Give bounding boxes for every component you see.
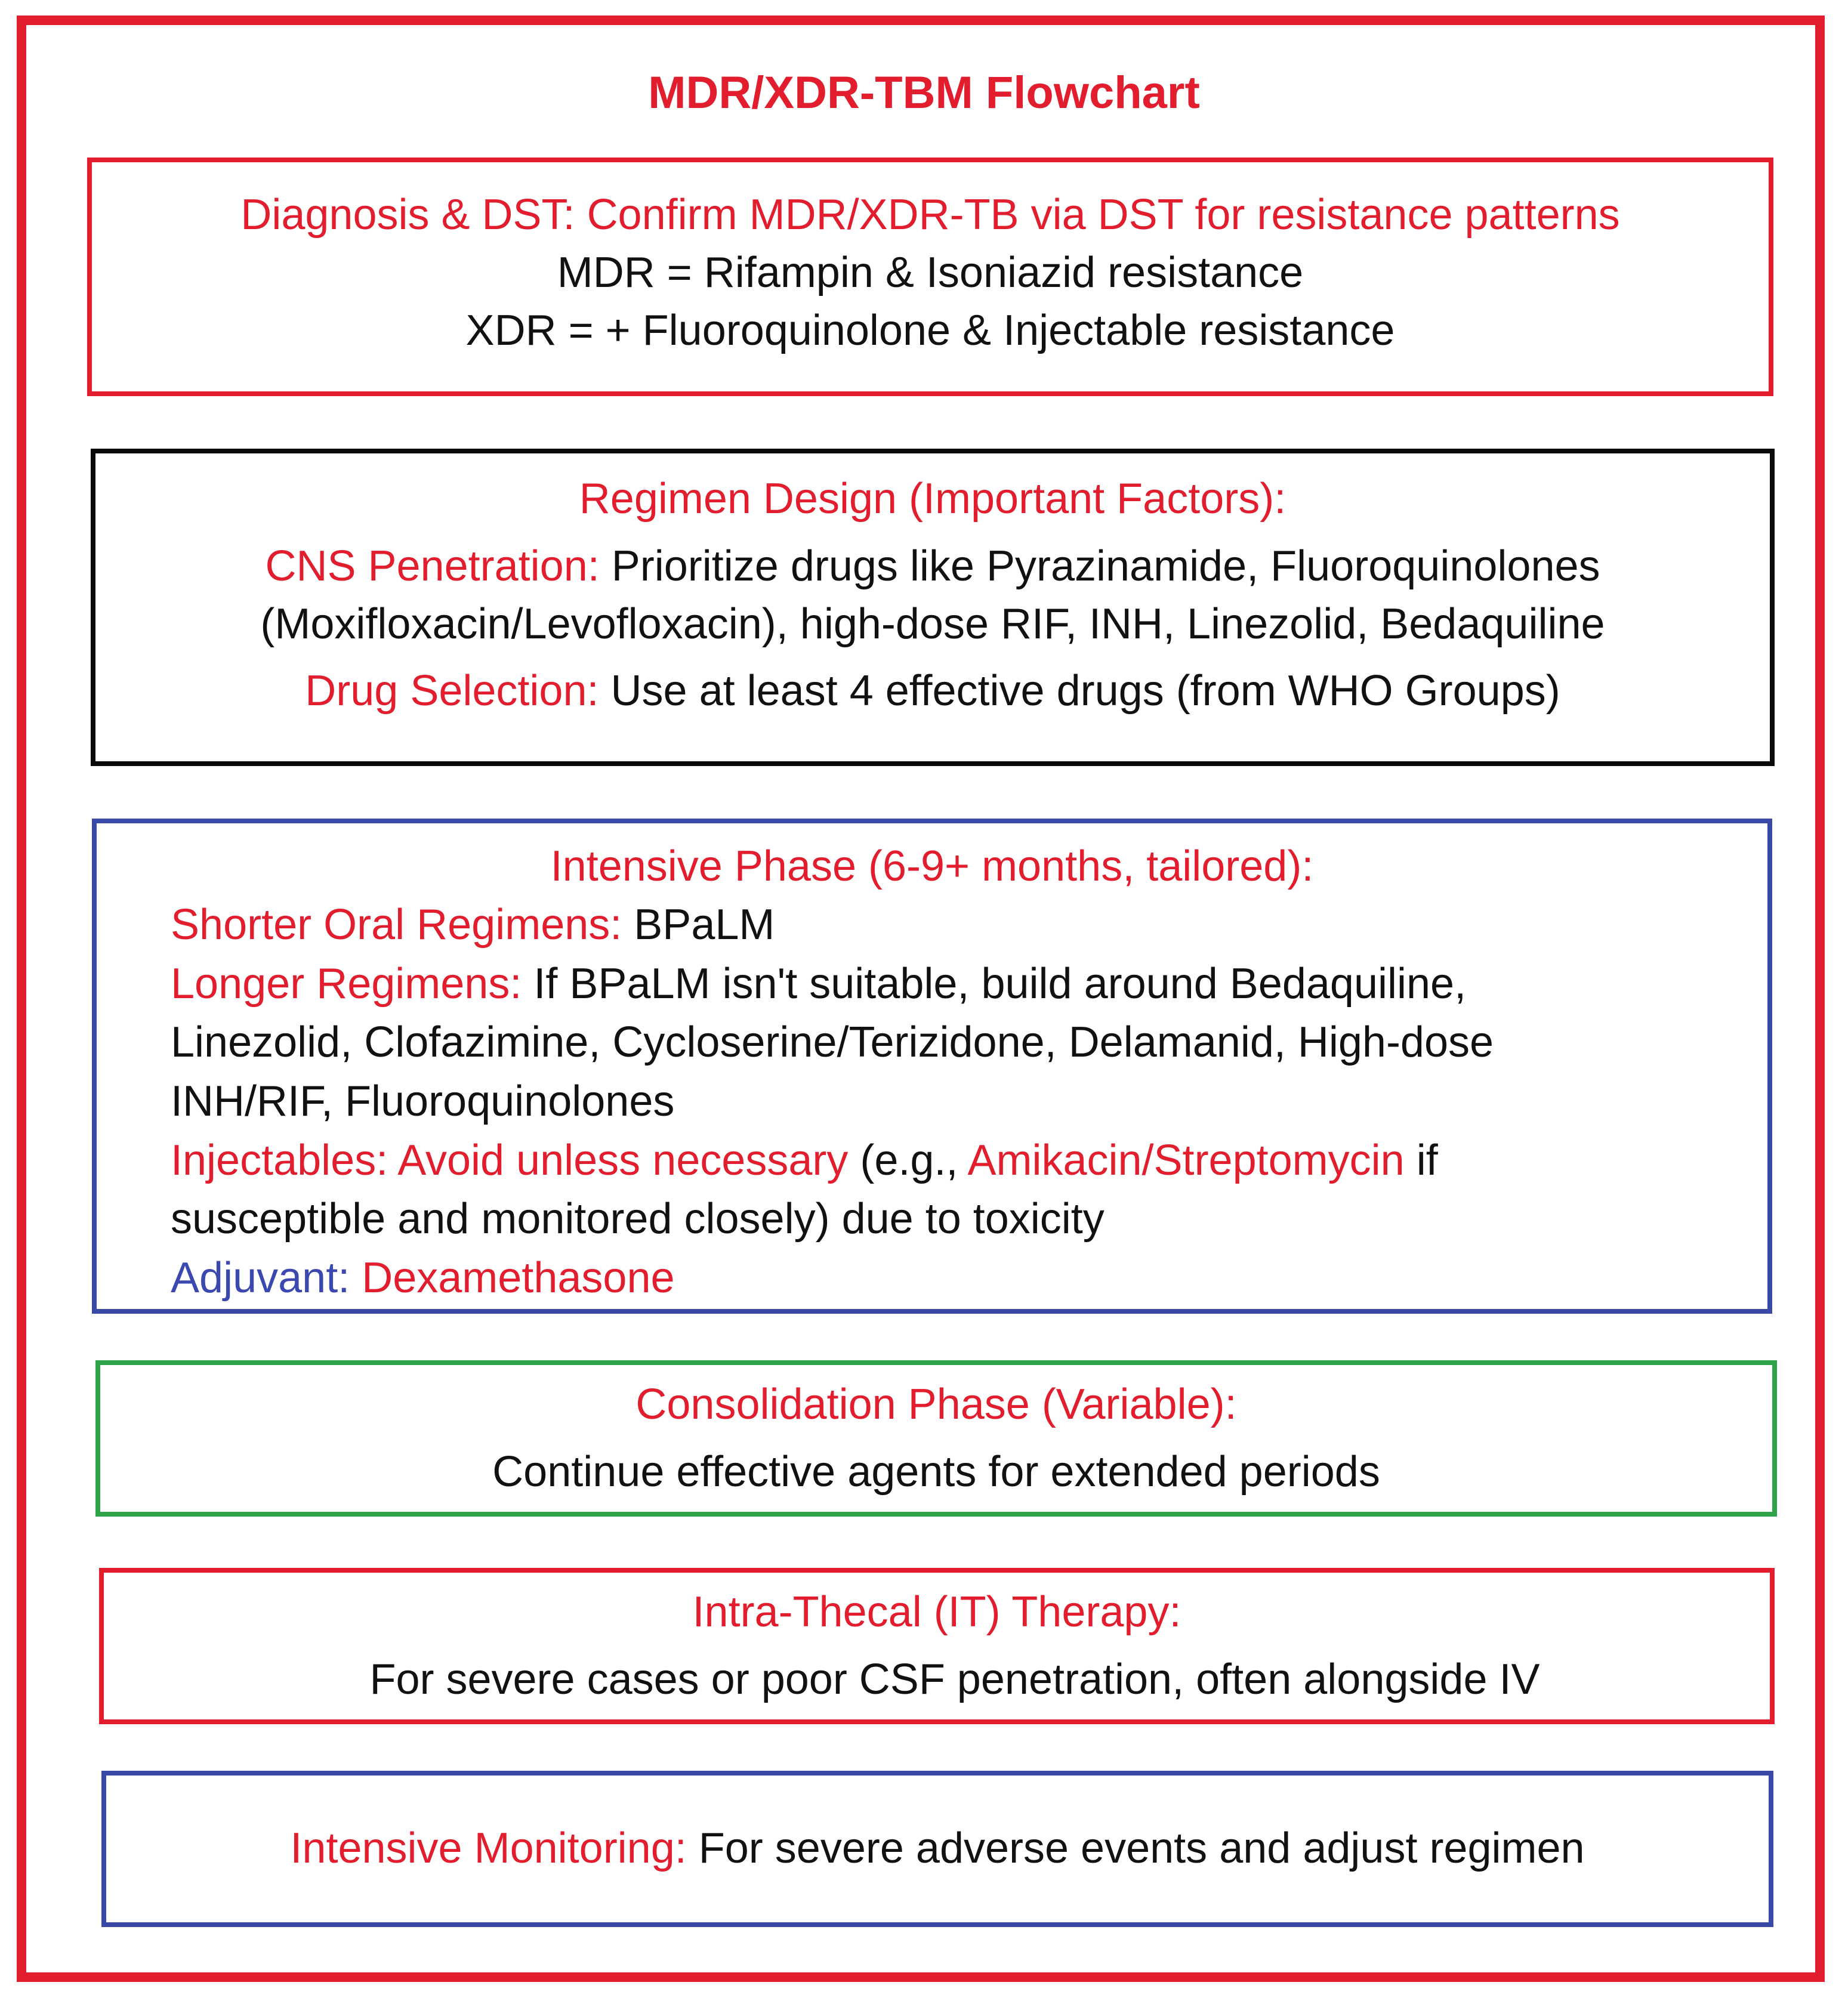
mdr-definition: MDR = Rifampin & Isoniazid resistance	[557, 249, 1304, 297]
adjuvant-drug: Dexamethasone	[350, 1253, 675, 1302]
longer-regimens-label: Longer Regimens:	[171, 959, 522, 1008]
regimen-heading: Regimen Design (Important Factors):	[579, 475, 1286, 523]
injectables-label: Injectables: Avoid unless necessary	[171, 1136, 849, 1184]
injectables-text-b: if	[1404, 1136, 1438, 1184]
monitoring-line	[290, 1820, 1584, 1878]
intrathecal-heading: Intra-Thecal (IT) Therapy:	[692, 1588, 1181, 1636]
shorter-regimens-line	[171, 896, 1767, 955]
injectables-line	[171, 1131, 1767, 1190]
injectables-text-a: (e.g.,	[848, 1136, 968, 1184]
consolidation-heading: Consolidation Phase (Variable):	[635, 1381, 1237, 1428]
intensive-heading: Intensive Phase (6-9+ months, tailored):	[550, 842, 1314, 890]
monitoring-text: For severe adverse events and adjust regimen	[686, 1824, 1585, 1873]
regimen-design-box	[91, 449, 1775, 766]
diagnosis-heading: Diagnosis & DST: Confirm MDR/XDR-TB via DST for resistance patterns	[240, 191, 1620, 239]
cns-penetration-line	[95, 538, 1770, 595]
cns-penetration-label: CNS Penetration:	[265, 542, 600, 591]
consolidation-text: Continue effective agents for extended periods	[492, 1448, 1380, 1496]
intensive-monitoring-box	[101, 1771, 1773, 1927]
intensive-body	[97, 896, 1767, 1307]
injectables-text-2: susceptible and monitored closely) due to toxicity	[171, 1195, 1105, 1243]
adjuvant-label: Adjuvant:	[171, 1253, 350, 1302]
monitoring-label: Intensive Monitoring:	[290, 1824, 687, 1873]
intensive-phase-box	[92, 819, 1772, 1314]
cns-penetration-text-cont: (Moxifloxacin/Levofloxacin), high-dose RIF, INH, Linezolid, Bedaquiline	[260, 600, 1605, 649]
cns-penetration-text: Prioritize drugs like Pyrazinamide, Fluoroquinolones	[599, 542, 1600, 591]
drug-selection-line	[95, 662, 1770, 720]
injectables-drugs: Amikacin/Streptomycin	[967, 1136, 1405, 1184]
shorter-regimens-text: BPaLM	[622, 901, 775, 949]
shorter-regimens-label: Shorter Oral Regimens:	[171, 901, 622, 949]
drug-selection-label: Drug Selection:	[305, 666, 599, 715]
longer-regimens-text-2: Linezolid, Clofazimine, Cycloserine/Terizidone, Delamanid, High-dose	[171, 1018, 1494, 1067]
longer-regimens-text: If BPaLM isn't suitable, build around Bedaquiline,	[522, 959, 1467, 1008]
longer-regimens-text-3: INH/RIF, Fluoroquinolones	[171, 1077, 675, 1126]
intrathecal-text: For severe cases or poor CSF penetration, often alongside IV	[369, 1656, 1540, 1704]
adjuvant-line	[171, 1249, 1767, 1308]
xdr-definition: XDR = + Fluoroquinolone & Injectable resistance	[465, 307, 1395, 355]
longer-regimens-line	[171, 955, 1767, 1014]
diagnosis-box	[87, 158, 1773, 396]
consolidation-phase-box	[95, 1360, 1777, 1517]
intrathecal-therapy-box	[99, 1568, 1775, 1724]
flowchart-title: MDR/XDR-TBM Flowchart	[648, 67, 1200, 118]
drug-selection-text: Use at least 4 effective drugs (from WHO Groups)	[598, 666, 1560, 715]
